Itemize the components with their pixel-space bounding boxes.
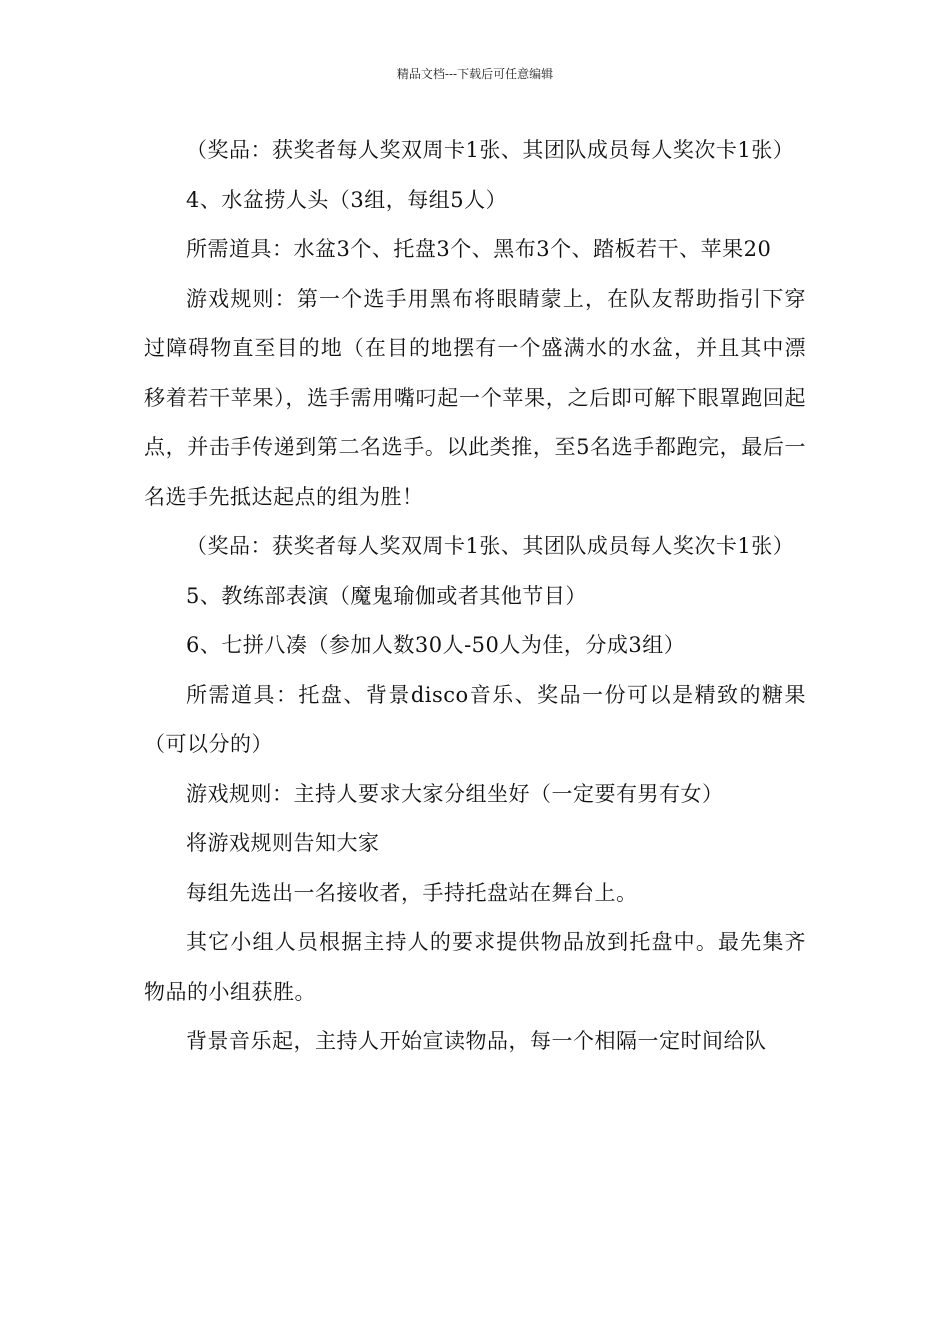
game-4-props-paragraph: 所需道具：水盆3个、托盘3个、黑布3个、踏板若干、苹果20 (186, 237, 772, 261)
game-6-rules-paragraph: 游戏规则：主持人要求大家分组坐好（一定要有男有女） (186, 781, 724, 806)
game-6-heading: 6、七拼八凑（参加人数30人-50人为佳，分成3组） (186, 633, 686, 657)
page-header: 精品文档---下载后可任意编辑 (396, 67, 554, 81)
rules-announce-paragraph: 将游戏规则告知大家 (186, 831, 380, 855)
music-start-paragraph: 背景音乐起，主持人开始宣读物品，每一个相隔一定时间给队 (186, 1029, 767, 1053)
game-4-rules-paragraph: 游戏规则：第一个选手用黑布将眼睛蒙上，在队友帮助指引下穿过障碍物直至目的地（在目的地摆有一个盛满水的水盆，并且其中漂移着若干苹果），选手需用嘴叼起一个苹果，之后即可解下眼罩跑回起点，并击手传递到第二名选手。以此类推，至5名选手都跑完，最后一名选手先抵达起点的组为胜！ (144, 286, 806, 509)
item-5-heading: 5、教练部表演（魔鬼瑜伽或者其他节目） (186, 583, 587, 608)
collect-items-paragraph: 其它小组人员根据主持人的要求提供物品放到托盘中。最先集齐物品的小组获胜。 (144, 930, 806, 1004)
document-body (144, 126, 806, 1067)
prize-note-paragraph: （奖品：获奖者每人奖双周卡1张、其团队成员每人奖次卡1张） (186, 534, 795, 558)
game-4-heading: 4、水盆捞人头（3组，每组5人） (186, 187, 508, 212)
receiver-paragraph: 每组先选出一名接收者，手持托盘站在舞台上。 (186, 880, 638, 905)
prize-note-paragraph: （奖品：获奖者每人奖双周卡1张、其团队成员每人奖次卡1张） (186, 138, 795, 162)
game-6-props-paragraph: 所需道具：托盘、背景disco音乐、奖品一份可以是精致的糖果（可以分的） (144, 682, 806, 756)
